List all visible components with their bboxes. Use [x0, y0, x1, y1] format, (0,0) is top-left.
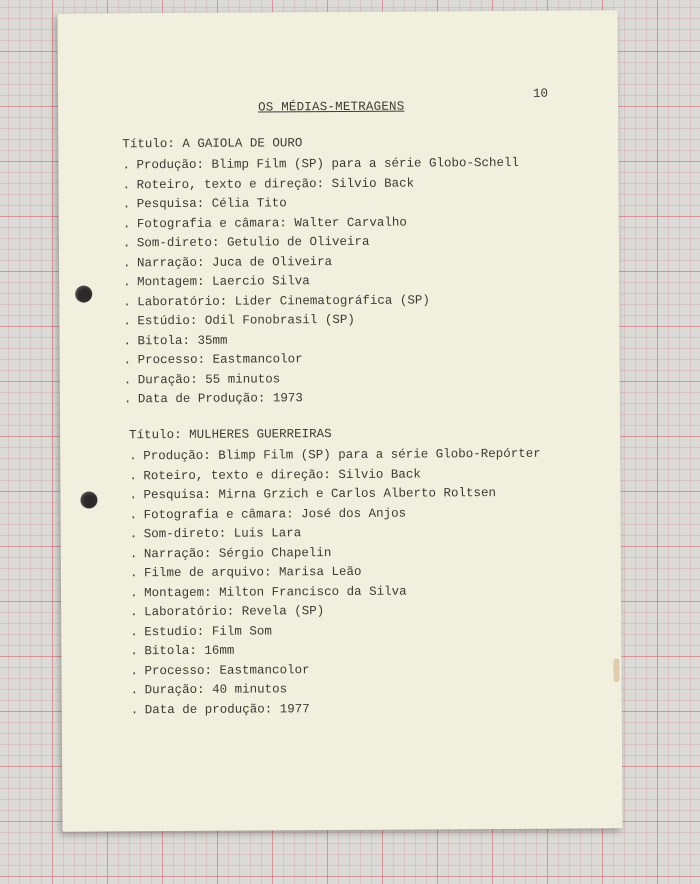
- bullet-mark: .: [123, 353, 132, 368]
- page-number: 10: [532, 86, 549, 101]
- credit-item: [130, 503, 542, 525]
- credit-item: [130, 601, 542, 623]
- punch-hole: [80, 491, 97, 508]
- credit-text: Montagem: Laercio Silva: [137, 274, 310, 290]
- bullet-mark: .: [130, 644, 138, 659]
- credit-text: Laboratório: Lider Cinematográfica (SP): [137, 292, 430, 309]
- credit-item: [129, 484, 541, 506]
- credit-text: Pesquisa: Célia Tito: [136, 196, 287, 212]
- credit-text: Narração: Juca de Oliveira: [136, 254, 333, 270]
- bullet-mark: .: [122, 197, 131, 212]
- credit-item: [123, 271, 520, 293]
- credit-item: [130, 562, 542, 584]
- credit-item: [123, 329, 520, 351]
- credit-text: Data de produção: 1977: [144, 701, 310, 717]
- credit-item: [123, 212, 520, 234]
- bullet-mark: .: [123, 392, 132, 407]
- credit-text: Som-direto: Getulio de Oliveira: [136, 234, 370, 251]
- paper-stain: [613, 658, 619, 682]
- credit-text: Data de Produção: 1973: [137, 391, 303, 407]
- bullet-mark: .: [122, 236, 131, 251]
- credit-text: Bitola: 35mm: [137, 333, 228, 348]
- section-title: Título: MULHERES GUERREIRAS: [129, 427, 332, 443]
- bullet-mark: .: [122, 216, 131, 231]
- bullet-mark: .: [123, 314, 131, 329]
- bullet-mark: .: [123, 294, 131, 309]
- credit-text: Roteiro, texto e direção: Silvio Back: [143, 467, 421, 483]
- credit-list: [122, 154, 520, 410]
- bullet-mark: .: [129, 468, 137, 483]
- credit-text: Processo: Eastmancolor: [144, 662, 310, 678]
- bullet-mark: .: [122, 255, 131, 270]
- bullet-mark: .: [129, 488, 138, 503]
- bullet-mark: .: [130, 585, 138, 600]
- credit-text: Fotografia e câmara: Walter Carvalho: [136, 215, 407, 231]
- credit-item: [123, 193, 520, 215]
- credit-item: [123, 251, 520, 273]
- bullet-mark: .: [129, 527, 138, 542]
- bullet-mark: .: [123, 372, 132, 387]
- credit-text: Fotografia e câmara: José dos Anjos: [143, 506, 407, 522]
- page-heading: OS MÉDIAS-METRAGENS: [258, 99, 405, 115]
- bullet-mark: .: [129, 507, 138, 522]
- credit-text: Estudio: Film Som: [144, 623, 272, 639]
- bullet-mark: .: [129, 546, 138, 561]
- credit-text: Estúdio: Odil Fonobrasil (SP): [137, 312, 355, 329]
- credit-item: [130, 581, 542, 603]
- bullet-mark: .: [122, 177, 131, 192]
- credit-text: Duração: 55 minutos: [137, 371, 281, 387]
- credit-item: [124, 368, 521, 390]
- credit-item: [129, 445, 541, 467]
- credit-text: Produção: Blimp Film (SP) para a série Globo-Schell: [136, 155, 520, 173]
- credit-item: [124, 388, 521, 410]
- credit-item: [130, 659, 542, 681]
- bullet-mark: .: [130, 663, 139, 678]
- credit-text: Montagem: Milton Francisco da Silva: [144, 584, 407, 600]
- bullet-mark: .: [130, 624, 138, 639]
- credit-item: [122, 154, 519, 176]
- credit-text: Laboratório: Revela (SP): [144, 604, 325, 620]
- document-page: [58, 10, 623, 831]
- credit-item: [131, 698, 543, 720]
- bullet-mark: .: [123, 333, 132, 348]
- credit-item: [130, 620, 542, 642]
- credit-item: [130, 640, 542, 662]
- credit-item: [123, 290, 520, 312]
- bullet-mark: .: [122, 158, 130, 173]
- credit-item: [123, 310, 520, 332]
- bullet-mark: .: [123, 275, 131, 290]
- credit-text: Pesquisa: Mirna Grzich e Carlos Alberto Roltsen: [143, 486, 497, 503]
- film-section-gaiola: [58, 134, 618, 407]
- credit-text: Bitola: 16mm: [144, 643, 235, 659]
- credit-item: [129, 464, 541, 486]
- credit-item: [130, 542, 542, 564]
- credit-text: Roteiro, texto e direção: Silvio Back: [136, 176, 415, 192]
- credit-text: Produção: Blimp Film (SP) para a série Globo-Repórter: [143, 446, 541, 464]
- credit-item: [124, 349, 521, 371]
- credit-item: [131, 679, 543, 701]
- credit-text: Narração: Sérgio Chapelin: [143, 545, 332, 561]
- section-title: Título: A GAIOLA DE OURO: [122, 136, 303, 152]
- bullet-mark: .: [130, 683, 139, 698]
- bullet-mark: .: [130, 702, 139, 717]
- credit-list: [129, 445, 542, 721]
- credit-item: [130, 523, 542, 545]
- film-section-mulheres: [60, 425, 620, 717]
- bullet-mark: .: [129, 566, 138, 581]
- credit-text: Som-direto: Luis Lara: [143, 526, 302, 542]
- bullet-mark: .: [130, 605, 138, 620]
- credit-text: Processo: Eastmancolor: [137, 352, 303, 368]
- credit-item: [122, 173, 519, 195]
- credit-item: [123, 232, 520, 254]
- bullet-mark: .: [129, 449, 137, 464]
- credit-text: Filme de arquivo: Marisa Leão: [143, 564, 362, 581]
- credit-text: Duração: 40 minutos: [144, 682, 288, 698]
- punch-hole: [75, 286, 92, 303]
